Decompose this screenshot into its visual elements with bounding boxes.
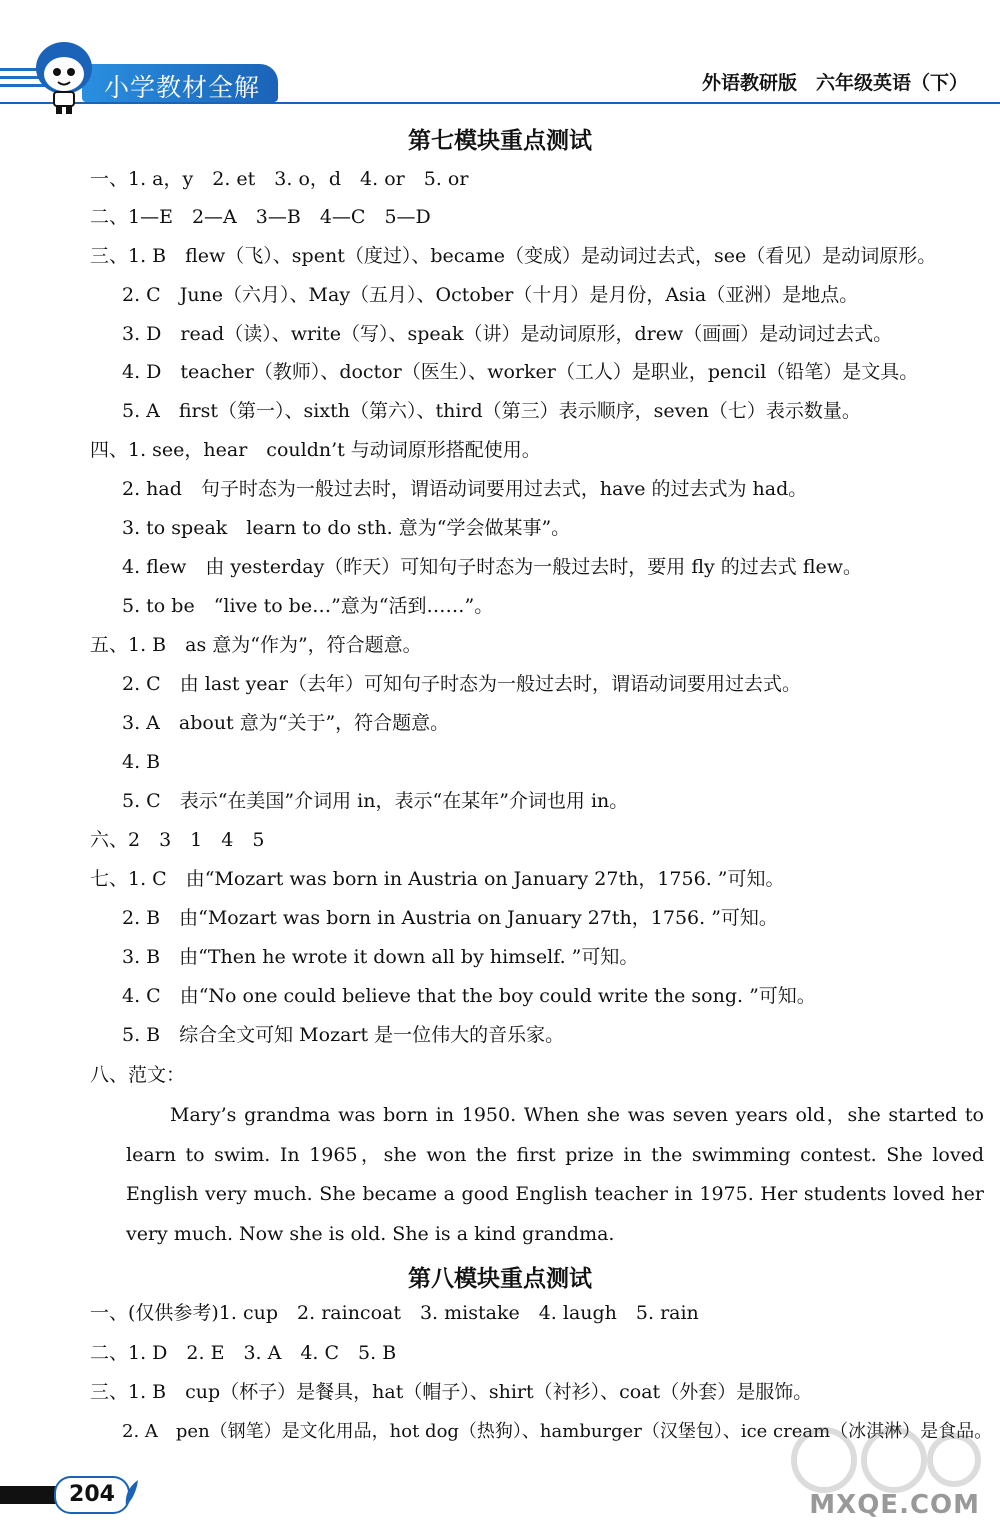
answer-line: 2. had 句子时态为一般过去时，谓语动词要用过去式，have 的过去式为 had。 bbox=[122, 478, 808, 500]
answer-line: 3. A about 意为“关于”，符合题意。 bbox=[122, 712, 450, 734]
mascot-icon bbox=[26, 36, 102, 116]
answer-line: 2. C 由 last year（去年）可知句子时态为一般过去时，谓语动词要用过去式。 bbox=[122, 673, 801, 695]
page-header bbox=[0, 0, 1000, 120]
answer-line: 4. D teacher（教师）、doctor（医生）、worker（工人）是职业，pencil（铅笔）是文具。 bbox=[122, 361, 919, 383]
answer-line: 3. B 由“Then he wrote it down all by himself. ”可知。 bbox=[122, 946, 639, 968]
series-title: 小学教材全解 bbox=[104, 73, 261, 102]
section-title: 第七模块重点测试 bbox=[408, 128, 592, 154]
answer-line: 3. to speak learn to do sth. 意为“学会做某事”。 bbox=[122, 517, 571, 539]
answer-line: 二、1. D 2. E 3. A 4. C 5. B bbox=[90, 1342, 397, 1364]
answer-line: 4. flew 由 yesterday（昨天）可知句子时态为一般过去时，要用 fly 的过去式 flew。 bbox=[122, 556, 863, 578]
answer-line: 5. A first（第一）、sixth（第六）、third（第三）表示顺序，seven（七）表示数量。 bbox=[122, 400, 861, 422]
leaf-icon bbox=[122, 1478, 142, 1508]
answer-line: 5. to be “live to be…”意为“活到……”。 bbox=[122, 595, 494, 617]
answer-line: 2. B 由“Mozart was born in Austria on January 27th，1756. ”可知。 bbox=[122, 907, 778, 929]
section-title: 第八模块重点测试 bbox=[408, 1266, 592, 1292]
answer-line: 六、2 3 1 4 5 bbox=[90, 829, 265, 851]
answer-line: 4. C 由“No one could believe that the boy could write the song. ”可知。 bbox=[122, 985, 816, 1007]
answer-line: 5. B 综合全文可知 Mozart 是一位伟大的音乐家。 bbox=[122, 1024, 565, 1046]
answer-line: 5. C 表示“在美国”介词用 in，表示“在某年”介词也用 in。 bbox=[122, 790, 629, 812]
watermark-text: MXQE.COM bbox=[809, 1490, 980, 1520]
answer-line: 3. D read（读）、write（写）、speak（讲）是动词原形，drew（画画）是动词过去式。 bbox=[122, 323, 893, 345]
answer-line: 四、1. see，hear couldn’t 与动词原形搭配使用。 bbox=[90, 439, 541, 461]
answer-line: 八、范文： bbox=[90, 1064, 186, 1086]
answer-line: 2. A pen（钢笔）是文化用品，hot dog（热狗）、hamburger（汉堡包）、ice cream（冰淇淋）是食品。 bbox=[122, 1421, 993, 1442]
answer-line: 七、1. C 由“Mozart was born in Austria on January 27th，1756. ”可知。 bbox=[90, 868, 785, 890]
edition-label: 外语教研版 六年级英语（下） bbox=[701, 72, 968, 94]
page-number: 204 bbox=[54, 1476, 130, 1514]
answer-line: 五、1. B as 意为“作为”，符合题意。 bbox=[90, 634, 422, 656]
essay-text: Mary’s grandma was born in 1950. When she was seven years old，she started to learn to swim. In 1965，she won the first prize in the swimming contest. She loved English very much. She became a good English teacher in 1975. Her students loved her very much. Now she is old. She is a kind grandma. bbox=[126, 1104, 984, 1245]
footer-bar bbox=[0, 1486, 62, 1504]
answer-line: 三、1. B flew（飞）、spent（度过）、became（变成）是动词过去式，see（看见）是动词原形。 bbox=[90, 245, 937, 267]
model-essay bbox=[126, 1096, 984, 1254]
answer-line: 4. B bbox=[122, 751, 161, 773]
answer-line: 一、(仅供参考)1. cup 2. raincoat 3. mistake 4. laugh 5. rain bbox=[90, 1302, 699, 1324]
answer-line: 二、1—E 2—A 3—B 4—C 5—D bbox=[90, 206, 431, 228]
answer-line: 三、1. B cup（杯子）是餐具，hat（帽子）、shirt（衬衫）、coat（外套）是服饰。 bbox=[90, 1381, 813, 1403]
answer-line: 2. C June（六月）、May（五月）、October（十月）是月份，Asia（亚洲）是地点。 bbox=[122, 284, 859, 306]
answer-line: 一、1. a，y 2. et 3. o，d 4. or 5. or bbox=[90, 168, 469, 190]
